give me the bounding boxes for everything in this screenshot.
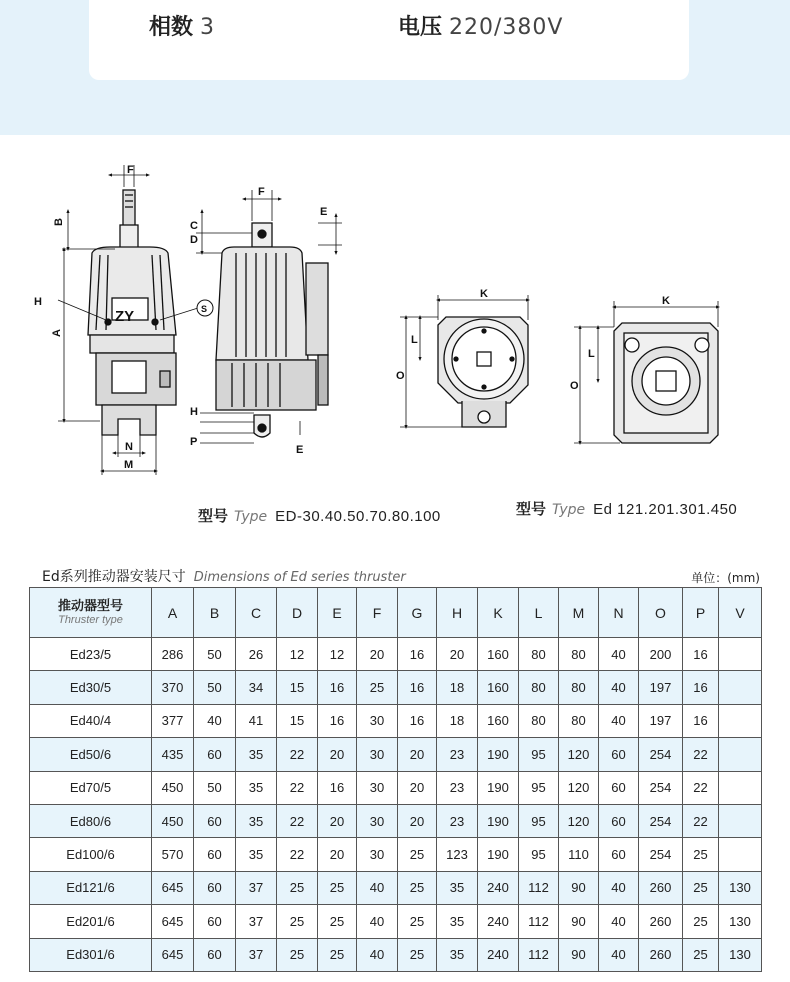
left-model-numbers: ED-30.40.50.70.80.100	[275, 508, 441, 525]
dim-label-a: A	[51, 329, 63, 337]
side-view-drawing	[196, 190, 342, 443]
right-model-label: 型号	[516, 500, 547, 518]
dim-label-s: S	[201, 304, 208, 314]
column-header: C	[236, 588, 277, 638]
dimension-cell: 254	[639, 838, 683, 871]
dimension-cell: 25	[318, 905, 357, 938]
dimension-cell: 435	[152, 738, 194, 771]
dimension-cell: 645	[152, 938, 194, 971]
dimension-cell: 254	[639, 804, 683, 837]
dimension-cell: 35	[437, 938, 478, 971]
dimension-cell	[719, 638, 762, 671]
dimension-cell: 35	[236, 771, 277, 804]
column-header: P	[683, 588, 719, 638]
phase-value: 3	[200, 15, 216, 40]
column-header: D	[277, 588, 318, 638]
table-row	[30, 871, 762, 904]
dimension-cell: 260	[639, 938, 683, 971]
dimension-cell: 22	[277, 804, 318, 837]
dim-label-l: L	[411, 334, 418, 346]
dimension-cell: 130	[719, 938, 762, 971]
dimension-cell: 60	[194, 871, 236, 904]
dimension-cell: 20	[398, 804, 437, 837]
dimension-cell: 25	[398, 871, 437, 904]
dimension-cell: 120	[559, 804, 599, 837]
top-view-small-drawing	[400, 295, 528, 427]
dimension-cell: 30	[357, 771, 398, 804]
dimension-cell: 254	[639, 771, 683, 804]
dimension-cell: 25	[683, 905, 719, 938]
dimension-cell: 377	[152, 704, 194, 737]
dimension-cell: 22	[277, 771, 318, 804]
table-body	[30, 638, 762, 972]
dim-label-h: H	[190, 406, 198, 418]
dimension-cell: 60	[194, 738, 236, 771]
dimension-cell: 286	[152, 638, 194, 671]
dimension-cell: 112	[519, 871, 559, 904]
dimension-cell: 95	[519, 838, 559, 871]
dimension-cell: 20	[398, 738, 437, 771]
dimension-cell: 23	[437, 804, 478, 837]
dimension-cell: 90	[559, 871, 599, 904]
dimension-cell: 12	[318, 638, 357, 671]
type-header	[30, 588, 152, 638]
dimension-cell: 120	[559, 771, 599, 804]
dimension-cell: 26	[236, 638, 277, 671]
dimension-cell: 200	[639, 638, 683, 671]
dimension-cell: 16	[398, 704, 437, 737]
table-title-cn: Ed系列推动器安装尺寸	[42, 569, 186, 585]
dimension-cell: 16	[318, 771, 357, 804]
dimension-cell: 40	[357, 938, 398, 971]
dimension-cell: 35	[437, 905, 478, 938]
table-row	[30, 771, 762, 804]
dim-label-o2: O	[570, 380, 579, 392]
dimension-cell: 80	[559, 704, 599, 737]
dimension-cell: 112	[519, 905, 559, 938]
dimension-cell: 90	[559, 905, 599, 938]
dimension-cell: 50	[194, 671, 236, 704]
top-view-large-drawing	[574, 301, 718, 443]
column-header: B	[194, 588, 236, 638]
table-row	[30, 938, 762, 971]
column-header: H	[437, 588, 478, 638]
dimension-cell: 112	[519, 938, 559, 971]
table-row	[30, 671, 762, 704]
thruster-type-cell: Ed30/5	[30, 671, 152, 704]
phase-label: 相数	[149, 15, 194, 40]
dimension-cell: 40	[357, 871, 398, 904]
dimension-cell: 190	[478, 771, 519, 804]
dimension-cell: 190	[478, 738, 519, 771]
left-model-caption	[198, 505, 441, 526]
dim-label-e-bottom: E	[296, 444, 304, 456]
dimension-cell: 50	[194, 771, 236, 804]
column-header: G	[398, 588, 437, 638]
dimension-cell: 18	[437, 704, 478, 737]
dimension-cell: 260	[639, 905, 683, 938]
type-header-cn: 推动器型号	[57, 597, 123, 613]
dimension-cell: 197	[639, 704, 683, 737]
dimension-cell: 20	[318, 838, 357, 871]
dimension-cell: 40	[599, 871, 639, 904]
table-row	[30, 905, 762, 938]
left-model-label: 型号	[198, 507, 229, 525]
dimension-cell: 16	[683, 638, 719, 671]
spec-card	[89, 0, 689, 80]
right-model-numbers: Ed 121.201.301.450	[593, 501, 738, 518]
dimension-cell: 25	[398, 838, 437, 871]
dimension-cell	[719, 738, 762, 771]
dimension-cell: 120	[559, 738, 599, 771]
right-model-type: Type	[552, 502, 586, 518]
right-model-caption	[516, 498, 737, 519]
dimension-cell: 40	[357, 905, 398, 938]
dimension-cell: 160	[478, 671, 519, 704]
dimension-cell	[719, 704, 762, 737]
dimension-cell: 190	[478, 804, 519, 837]
thruster-type-cell: Ed50/6	[30, 738, 152, 771]
dimension-cell: 80	[559, 638, 599, 671]
dimension-cell: 23	[437, 771, 478, 804]
table-row	[30, 838, 762, 871]
table-row	[30, 738, 762, 771]
voltage-label: 电压	[398, 15, 443, 40]
dimension-cell: 35	[236, 804, 277, 837]
dim-label-m: M	[124, 459, 134, 471]
thruster-type-cell: Ed23/5	[30, 638, 152, 671]
table-row	[30, 804, 762, 837]
dimension-cell: 25	[398, 905, 437, 938]
unit-label: 单位：(mm)	[691, 571, 760, 585]
dimension-cell: 80	[519, 704, 559, 737]
phase-spec	[149, 10, 215, 41]
thruster-type-cell: Ed80/6	[30, 804, 152, 837]
dimension-cell: 190	[478, 838, 519, 871]
dimension-cell: 60	[599, 738, 639, 771]
dimension-cell: 22	[277, 738, 318, 771]
dimension-cell: 16	[398, 638, 437, 671]
dimension-cell: 25	[277, 871, 318, 904]
dimension-cell: 60	[194, 938, 236, 971]
voltage-value: 220/380V	[449, 15, 564, 40]
dimension-cell: 15	[277, 704, 318, 737]
dimension-cell: 15	[277, 671, 318, 704]
dimension-cell: 60	[194, 838, 236, 871]
dimension-cell: 40	[599, 905, 639, 938]
dimension-cell: 40	[599, 671, 639, 704]
dim-label-f: F	[127, 164, 134, 176]
dimension-cell: 23	[437, 738, 478, 771]
dimension-cell: 197	[639, 671, 683, 704]
dimension-cell: 30	[357, 804, 398, 837]
table-row	[30, 704, 762, 737]
dim-label-c: C	[190, 220, 198, 232]
column-header: A	[152, 588, 194, 638]
dim-label-l2: L	[588, 348, 595, 360]
dimension-cell: 37	[236, 905, 277, 938]
dim-label-d: D	[190, 234, 198, 246]
dimension-cell: 37	[236, 938, 277, 971]
type-header-en: Thruster type	[58, 613, 123, 626]
dimension-cell: 20	[437, 638, 478, 671]
dimension-cell: 30	[357, 738, 398, 771]
table-title-en: Dimensions of Ed series thruster	[193, 570, 406, 585]
column-header: F	[357, 588, 398, 638]
dimension-cell: 130	[719, 905, 762, 938]
dimension-cell: 130	[719, 871, 762, 904]
dimension-cell: 60	[599, 771, 639, 804]
dimension-cell: 16	[318, 671, 357, 704]
dimension-cell: 40	[599, 638, 639, 671]
dimension-cell: 40	[599, 938, 639, 971]
dimension-cell: 60	[599, 838, 639, 871]
dimension-cell: 22	[277, 838, 318, 871]
technical-drawing	[0, 135, 790, 555]
dimension-cell: 60	[599, 804, 639, 837]
table-title	[42, 566, 406, 586]
dim-label-k: K	[480, 288, 488, 300]
dimension-cell: 22	[683, 771, 719, 804]
dimension-cell: 16	[683, 704, 719, 737]
dimension-cell: 60	[194, 804, 236, 837]
dimension-cell	[719, 804, 762, 837]
dimension-cell: 645	[152, 871, 194, 904]
dimension-cell: 40	[599, 704, 639, 737]
spec-band	[0, 0, 790, 135]
dimension-cell: 20	[357, 638, 398, 671]
dimension-cell: 90	[559, 938, 599, 971]
dimension-cell: 370	[152, 671, 194, 704]
dimension-cell: 95	[519, 771, 559, 804]
dimension-cell: 40	[194, 704, 236, 737]
dimension-cell: 50	[194, 638, 236, 671]
front-view-labels	[34, 164, 207, 471]
dimension-cell: 260	[639, 871, 683, 904]
dimension-cell: 16	[398, 671, 437, 704]
dimension-cell: 20	[318, 738, 357, 771]
dimension-cell: 160	[478, 704, 519, 737]
dim-label-p: P	[190, 436, 198, 448]
column-header: V	[719, 588, 762, 638]
dimension-cell: 240	[478, 871, 519, 904]
thruster-type-cell: Ed201/6	[30, 905, 152, 938]
front-view-drawing	[58, 165, 213, 475]
dimensions-table	[29, 587, 762, 972]
column-header: K	[478, 588, 519, 638]
dimension-cell: 18	[437, 671, 478, 704]
dimension-cell: 30	[357, 704, 398, 737]
dimension-cell: 25	[683, 938, 719, 971]
dimension-cell: 254	[639, 738, 683, 771]
dimension-cell: 25	[357, 671, 398, 704]
dimension-cell: 34	[236, 671, 277, 704]
dimension-cell	[719, 671, 762, 704]
thruster-type-cell: Ed121/6	[30, 871, 152, 904]
column-header: E	[318, 588, 357, 638]
dimension-cell: 123	[437, 838, 478, 871]
dimension-cell: 37	[236, 871, 277, 904]
dimension-cell: 80	[559, 671, 599, 704]
dimension-cell	[719, 838, 762, 871]
dimension-cell: 645	[152, 905, 194, 938]
dimension-cell: 25	[683, 838, 719, 871]
dim-label-h-circle: H	[34, 296, 42, 308]
table-row	[30, 638, 762, 671]
drawing-svg	[0, 135, 790, 555]
dimension-cell: 16	[683, 671, 719, 704]
dimension-cell: 30	[357, 838, 398, 871]
dim-label-b: B	[53, 218, 65, 226]
table-header-row	[30, 588, 762, 638]
dim-label-o: O	[396, 370, 405, 382]
dimension-cell: 35	[437, 871, 478, 904]
dimension-cell: 160	[478, 638, 519, 671]
dimension-cell: 450	[152, 804, 194, 837]
dimension-cell: 25	[277, 905, 318, 938]
dimension-cell: 41	[236, 704, 277, 737]
column-header: M	[559, 588, 599, 638]
dimension-cell: 22	[683, 804, 719, 837]
thruster-type-cell: Ed40/4	[30, 704, 152, 737]
dimension-cell: 25	[318, 938, 357, 971]
dim-label-e-top: E	[320, 206, 328, 218]
voltage-spec	[398, 10, 563, 41]
dimension-cell	[719, 771, 762, 804]
dimension-cell: 25	[318, 871, 357, 904]
dimension-cell: 450	[152, 771, 194, 804]
dimension-cell: 570	[152, 838, 194, 871]
dimension-cell: 80	[519, 638, 559, 671]
dimension-cell: 60	[194, 905, 236, 938]
column-header: L	[519, 588, 559, 638]
thruster-type-cell: Ed301/6	[30, 938, 152, 971]
dimension-cell: 240	[478, 905, 519, 938]
dim-label-k2: K	[662, 295, 670, 307]
dimension-cell: 25	[277, 938, 318, 971]
dimension-cell: 35	[236, 838, 277, 871]
dimension-cell: 240	[478, 938, 519, 971]
dimension-cell: 22	[683, 738, 719, 771]
dimension-cell: 95	[519, 804, 559, 837]
dimension-cell: 20	[398, 771, 437, 804]
dimension-cell: 80	[519, 671, 559, 704]
dim-label-f-side: F	[258, 186, 265, 198]
dimension-cell: 35	[236, 738, 277, 771]
dimension-cell: 25	[398, 938, 437, 971]
column-header: O	[639, 588, 683, 638]
dimension-cell: 95	[519, 738, 559, 771]
dimension-cell: 16	[318, 704, 357, 737]
dim-label-n: N	[125, 441, 133, 453]
thruster-type-cell: Ed70/5	[30, 771, 152, 804]
zy-logo: ZY	[115, 308, 135, 325]
dimension-cell: 110	[559, 838, 599, 871]
dimension-cell: 25	[683, 871, 719, 904]
dimension-cell: 12	[277, 638, 318, 671]
left-model-type: Type	[234, 509, 268, 525]
thruster-type-cell: Ed100/6	[30, 838, 152, 871]
dimension-cell: 20	[318, 804, 357, 837]
column-header: N	[599, 588, 639, 638]
